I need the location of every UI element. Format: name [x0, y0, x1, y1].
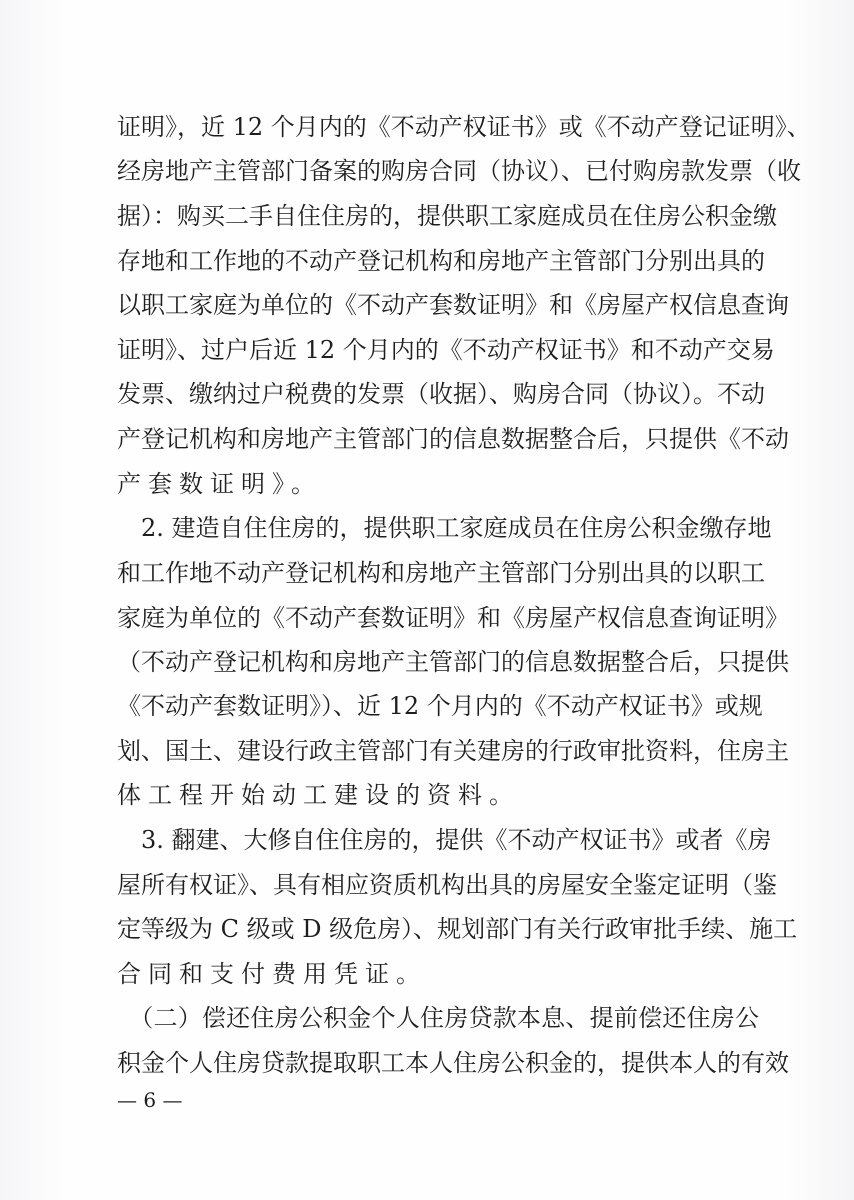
- text-line: 家庭为单位的《不动产套数证明》和《房屋产权信息查询证明》: [117, 604, 789, 632]
- text-line: 《不动产套数证明》）、近 12 个月内的《不动产权证书》或规: [117, 692, 763, 720]
- text-line: 以职工家庭为单位的《不动产套数证明》和《房屋产权信息查询: [117, 291, 789, 319]
- paragraph-last-line: 产套数证明》。: [117, 470, 322, 498]
- text-line: 屋所有权证》、具有相应资质机构出具的房屋安全鉴定证明（鉴: [117, 871, 777, 899]
- text-line: 证明》，近 12 个月内的《不动产权证书》或《不动产登记证明》、: [117, 113, 811, 141]
- text-line: 积金个人住房贷款提取职工本人住房公积金的，提供本人的有效: [117, 1049, 789, 1077]
- text-line: 存地和工作地的不动产登记机构和房地产主管部门分别出具的: [117, 247, 765, 275]
- text-line: 产登记机构和房地产主管部门的信息数据整合后，只提供《不动: [117, 425, 789, 453]
- paragraph-last-line: 体工程开始动工建设的资料。: [117, 781, 520, 809]
- text-line: 据）：购买二手自住住房的，提供职工家庭成员在住房公积金缴: [117, 202, 777, 230]
- text-line: （不动产登记机构和房地产主管部门的信息数据整合后，只提供: [117, 648, 789, 676]
- page-number: — 6 —: [117, 1088, 183, 1112]
- text-line: 2. 建造自住住房的，提供职工家庭成员在住房公积金缴存地: [117, 514, 772, 542]
- text-line: 证明》、过户后近 12 个月内的《不动产权证书》和不动产交易: [117, 336, 775, 364]
- paragraph-last-line: 合同和支付费用凭证。: [117, 960, 427, 988]
- text-line: 经房地产主管部门备案的购房合同（协议）、已付购房款发票（收: [117, 157, 801, 185]
- text-line: 3. 翻建、大修自住住房的，提供《不动产权证书》或者《房: [117, 826, 772, 854]
- text-line: 和工作地不动产登记机构和房地产主管部门分别出具的以职工: [117, 559, 765, 587]
- text-line: 划、国土、建设行政主管部门有关建房的行政审批资料，住房主: [117, 737, 789, 765]
- text-line: 定等级为 C 级或 D 级危房）、规划部门有关行政审批手续、施工: [117, 915, 798, 943]
- text-line: 发票、缴纳过户税费的发票（收据）、购房合同（协议）。不动: [117, 380, 765, 408]
- text-line: （二）偿还住房公积金个人住房贷款本息、提前偿还住房公: [117, 1004, 759, 1032]
